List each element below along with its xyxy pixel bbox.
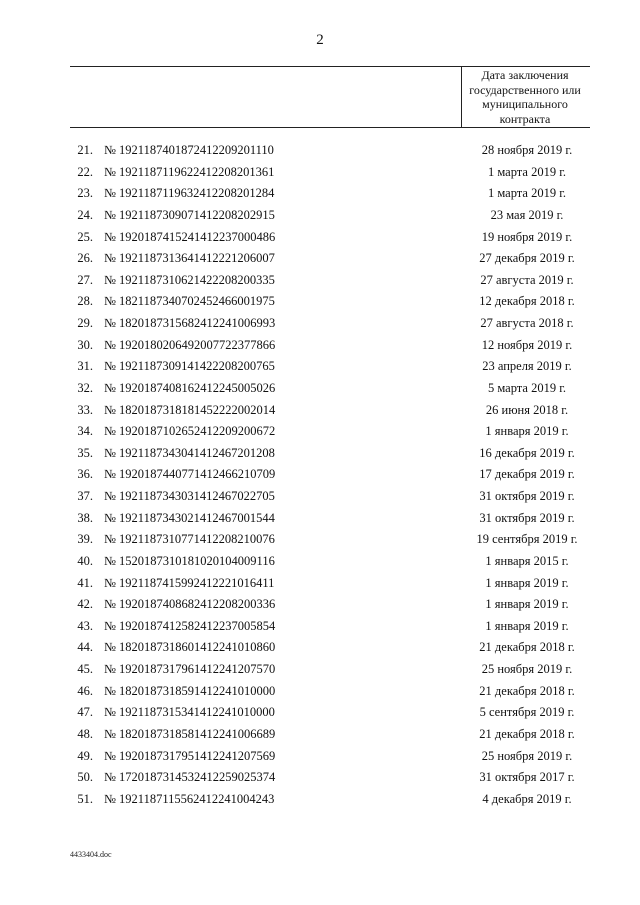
contract-date: 27 декабря 2019 г. bbox=[479, 251, 575, 266]
contract-date: 23 апреля 2019 г. bbox=[482, 359, 572, 374]
contract-date: 25 ноября 2019 г. bbox=[481, 748, 573, 763]
row-index: 36. bbox=[77, 467, 93, 482]
table-row bbox=[0, 724, 640, 746]
table-row bbox=[0, 291, 640, 313]
table-row bbox=[0, 421, 640, 443]
contract-number: № 1820187318581412241006689 bbox=[104, 726, 276, 741]
contract-number: № 1920187415241412237000486 bbox=[104, 229, 276, 244]
row-index: 25. bbox=[77, 229, 93, 244]
contract-number: № 1921187313641412221206007 bbox=[104, 251, 275, 266]
table-row bbox=[0, 227, 640, 249]
contract-date: 1 января 2015 г. bbox=[485, 553, 569, 568]
page-number: 2 bbox=[316, 32, 324, 48]
contract-date: 26 июня 2018 г. bbox=[485, 402, 569, 417]
row-index: 42. bbox=[77, 597, 93, 612]
contract-date: 1 января 2019 г. bbox=[485, 618, 569, 633]
row-index: 50. bbox=[77, 770, 93, 785]
table-row bbox=[0, 356, 640, 378]
contract-date: 31 октября 2019 г. bbox=[479, 489, 575, 503]
footer-file-name: 4433404.doc bbox=[70, 850, 112, 859]
row-index: 49. bbox=[77, 748, 93, 763]
table-row bbox=[0, 400, 640, 422]
contract-number: № 1820187318601412241010860 bbox=[104, 640, 276, 655]
contract-date: 21 декабря 2018 г. bbox=[479, 640, 575, 655]
contract-number: № 1921187343041412467201208 bbox=[104, 445, 275, 460]
row-index: 51. bbox=[77, 791, 93, 806]
row-index: 31. bbox=[77, 359, 93, 374]
table-top-rule bbox=[70, 66, 590, 67]
contract-date: 1 января 2019 г. bbox=[485, 424, 569, 439]
contract-date: 27 августа 2018 г. bbox=[480, 316, 574, 330]
row-index: 33. bbox=[77, 402, 93, 417]
row-index: 35. bbox=[77, 445, 93, 460]
table-row bbox=[0, 183, 640, 205]
table-row bbox=[0, 335, 640, 357]
table-row bbox=[0, 486, 640, 508]
contract-number: № 1820187318181452222002014 bbox=[104, 402, 276, 417]
table-row bbox=[0, 702, 640, 724]
table-row bbox=[0, 162, 640, 184]
contract-date: 17 декабря 2019 г. bbox=[479, 467, 575, 482]
row-index: 37. bbox=[77, 489, 93, 503]
contract-date: 19 ноября 2019 г. bbox=[481, 229, 573, 244]
contract-number: № 1820187315682412241006993 bbox=[104, 316, 276, 330]
contract-number: № 1921187310771412208210076 bbox=[104, 532, 275, 547]
contract-date: 4 декабря 2019 г. bbox=[482, 791, 572, 806]
table-row bbox=[0, 529, 640, 551]
table-row bbox=[0, 140, 640, 162]
contract-number: № 1921187343021412467001544 bbox=[104, 510, 275, 525]
contract-number: № 1921187119632412208201284 bbox=[104, 186, 275, 201]
row-index: 46. bbox=[77, 683, 93, 698]
contract-date: 1 марта 2019 г. bbox=[487, 164, 567, 179]
row-index: 27. bbox=[77, 272, 93, 287]
table-row bbox=[0, 767, 640, 789]
table-row bbox=[0, 248, 640, 270]
table-row bbox=[0, 270, 640, 292]
contract-date: 1 января 2019 г. bbox=[485, 597, 569, 612]
contract-date: 12 ноября 2019 г. bbox=[481, 337, 573, 352]
contract-number: № 1921187309071412208202915 bbox=[104, 207, 275, 222]
contract-date: 31 октября 2017 г. bbox=[479, 770, 575, 785]
row-index: 24. bbox=[77, 207, 93, 222]
row-index: 30. bbox=[77, 337, 93, 352]
table-row bbox=[0, 637, 640, 659]
table-row bbox=[0, 443, 640, 465]
contract-number: № 1920187440771412466210709 bbox=[104, 467, 276, 482]
contract-number: № 1920187408682412208200336 bbox=[104, 597, 276, 612]
date-column-header: Дата заключения государственного или муниципального контракта bbox=[469, 68, 581, 126]
contract-date: 12 декабря 2018 г. bbox=[479, 294, 575, 309]
contract-date: 28 ноября 2019 г. bbox=[481, 143, 573, 157]
contract-date: 25 ноября 2019 г. bbox=[481, 662, 573, 676]
contract-number: № 1920180206492007722377866 bbox=[104, 337, 276, 352]
contract-number: № 1921187309141422208200765 bbox=[104, 359, 275, 374]
row-index: 32. bbox=[77, 380, 93, 395]
row-index: 23. bbox=[77, 186, 93, 201]
contract-date: 21 декабря 2018 г. bbox=[479, 683, 575, 698]
contract-number: № 1920187317961412241207570 bbox=[104, 662, 276, 676]
table-row bbox=[0, 551, 640, 573]
contract-date: 16 декабря 2019 г. bbox=[479, 445, 575, 460]
table-row bbox=[0, 789, 640, 811]
table-row bbox=[0, 205, 640, 227]
contract-date: 21 декабря 2018 г. bbox=[479, 726, 575, 741]
contract-date: 19 сентября 2019 г. bbox=[476, 532, 578, 547]
row-index: 44. bbox=[77, 640, 93, 655]
contract-date: 5 сентября 2019 г. bbox=[479, 705, 575, 720]
table-row bbox=[0, 573, 640, 595]
contract-number: № 1820187318591412241010000 bbox=[104, 683, 276, 698]
row-index: 47. bbox=[77, 705, 93, 720]
table-row bbox=[0, 746, 640, 768]
row-index: 22. bbox=[77, 164, 93, 179]
table-row bbox=[0, 659, 640, 681]
contract-number: № 1920187408162412245005026 bbox=[104, 380, 276, 395]
table-row bbox=[0, 681, 640, 703]
contract-number: № 1921187115562412241004243 bbox=[104, 791, 275, 806]
table-row bbox=[0, 378, 640, 400]
row-index: 39. bbox=[77, 532, 93, 547]
table-row bbox=[0, 464, 640, 486]
row-index: 34. bbox=[77, 424, 93, 439]
contract-number: № 1821187340702452466001975 bbox=[104, 294, 275, 309]
table-row bbox=[0, 616, 640, 638]
contract-date: 5 марта 2019 г. bbox=[487, 380, 567, 395]
row-index: 40. bbox=[77, 553, 93, 568]
contract-number: № 1920187102652412209200672 bbox=[104, 424, 276, 439]
row-index: 28. bbox=[77, 294, 93, 309]
contract-date: 1 марта 2019 г. bbox=[487, 186, 567, 201]
table-row bbox=[0, 508, 640, 530]
row-index: 26. bbox=[77, 251, 93, 266]
table-row bbox=[0, 313, 640, 335]
table-row bbox=[0, 594, 640, 616]
contract-date: 31 октября 2019 г. bbox=[479, 510, 575, 525]
contract-number: № 1920187412582412237005854 bbox=[104, 618, 276, 633]
row-index: 21. bbox=[77, 143, 93, 157]
row-index: 38. bbox=[77, 510, 93, 525]
contract-number: № 1921187343031412467022705 bbox=[104, 489, 275, 503]
contract-number: № 1921187401872412209201110 bbox=[104, 143, 274, 157]
contract-number: № 1921187315341412241010000 bbox=[104, 705, 275, 720]
contract-date: 1 января 2019 г. bbox=[485, 575, 569, 590]
contract-number: № 1920187317951412241207569 bbox=[104, 748, 276, 763]
row-index: 45. bbox=[77, 662, 93, 676]
contract-list bbox=[0, 140, 640, 810]
contract-number: № 1921187415992412221016411 bbox=[104, 575, 275, 590]
row-index: 41. bbox=[77, 575, 93, 590]
contract-number: № 1921187119622412208201361 bbox=[104, 164, 275, 179]
header-column-divider bbox=[461, 66, 462, 127]
row-index: 43. bbox=[77, 618, 93, 633]
header-bottom-rule bbox=[70, 127, 590, 128]
contract-number: № 1720187314532412259025374 bbox=[104, 770, 276, 785]
row-index: 48. bbox=[77, 726, 93, 741]
contract-number: № 1520187310181020104009116 bbox=[104, 553, 275, 568]
row-index: 29. bbox=[77, 316, 93, 330]
contract-number: № 1921187310621422208200335 bbox=[104, 272, 275, 287]
contract-date: 27 августа 2019 г. bbox=[480, 272, 574, 287]
contract-date: 23 мая 2019 г. bbox=[490, 207, 564, 222]
